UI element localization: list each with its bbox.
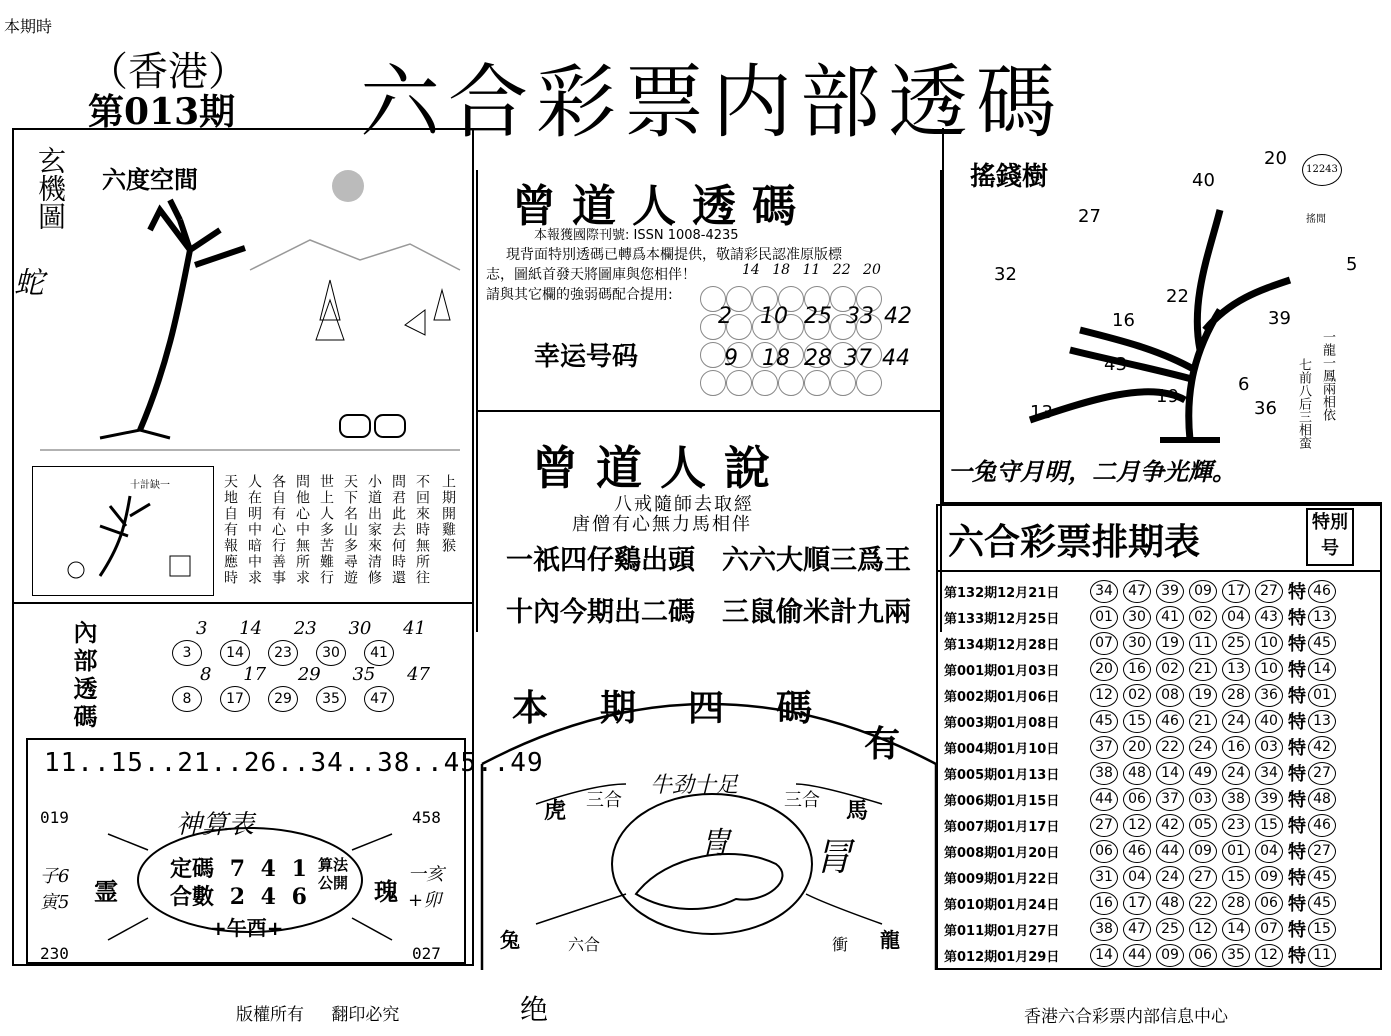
issn-line: 本報獲國際刊號: ISSN 1008-4235 [534, 228, 739, 243]
number-ball: 19 [1189, 684, 1217, 707]
table-row [944, 630, 1341, 656]
number-ball: 08 [1156, 684, 1184, 707]
inner-code-hand: 35 [352, 664, 376, 685]
notice-line-1: 現背面特別透碼已轉爲本欄提供，敬請彩民認准原版標 [506, 247, 842, 263]
inner-code-hand: 30 [348, 618, 372, 639]
special-label: 特 [1288, 660, 1306, 681]
special-label: 特 [1288, 712, 1306, 733]
tree-number: 13 [1030, 402, 1053, 423]
lucky-number: 10 [760, 304, 788, 329]
special-ball: 42 [1308, 736, 1336, 759]
schedule-title: 六合彩票排期表 [948, 521, 1201, 563]
side-handwriting: 蛇 [14, 266, 44, 301]
number-ball: 21 [1189, 710, 1217, 733]
number-ball: 01 [1222, 840, 1250, 863]
stamp-sub: 搖閒 [1306, 214, 1326, 225]
table-row [944, 760, 1341, 786]
number-ball: 06 [1123, 788, 1151, 811]
number-ball: 20 [1090, 658, 1118, 681]
sanhe-right: 三合 [784, 790, 820, 811]
special-label: 特 [1288, 920, 1306, 941]
poem-column: 天地自有報應時 [222, 474, 238, 586]
issue-date: 第009期01月22日 [944, 871, 1060, 887]
inner-code-ball: 30 [316, 640, 346, 666]
special-label: 特 [1288, 764, 1306, 785]
notice-line-3: 請與其它欄的強弱碼配合提用: [486, 287, 673, 303]
number-ball: 48 [1156, 892, 1184, 915]
number-ball: 14 [1156, 762, 1184, 785]
chong-label: 衝 [832, 935, 849, 954]
number-ball: 10 [1255, 632, 1283, 655]
number-ball: 17 [1123, 892, 1151, 915]
saying-title: 曾道人說 [532, 441, 788, 495]
inner-code-hand: 29 [297, 664, 321, 685]
inner-code-ball: 35 [316, 686, 346, 712]
number-ball: 34 [1255, 762, 1283, 785]
lucky-number: 2 [718, 304, 732, 329]
four-code-title: 本期四碼 [512, 687, 865, 729]
number-ball: 12 [1255, 944, 1283, 967]
table-row [944, 708, 1341, 734]
tree-number: 43 [1104, 354, 1127, 375]
number-ball: 47 [1123, 918, 1151, 941]
special-ball: 27 [1308, 840, 1336, 863]
number-ball: 19 [1156, 632, 1184, 655]
scene-title: 六度空間 [102, 165, 198, 194]
special-badge: 特別号 [1306, 508, 1354, 566]
tree-number: 19 [1156, 386, 1179, 407]
table-row [944, 578, 1341, 604]
number-ball: 30 [1123, 606, 1151, 629]
issue-date: 第001期01月03日 [944, 663, 1060, 679]
number-ball: 09 [1189, 580, 1217, 603]
hand-phrase: 牛劲十足 [650, 773, 739, 798]
number-ball: 39 [1255, 788, 1283, 811]
special-label: 特 [1288, 816, 1306, 837]
shensuan-corner-br: 027 [412, 944, 441, 963]
number-ball: 49 [1189, 762, 1217, 785]
number-ball: 10 [1255, 658, 1283, 681]
footer-center-char: 绝 [520, 993, 549, 1026]
number-ball: 24 [1156, 866, 1184, 889]
special-label: 特 [1288, 790, 1306, 811]
number-ball: 37 [1090, 736, 1118, 759]
tree-number: 6 [1238, 374, 1250, 395]
schedule-divider [936, 570, 1382, 572]
inner-code-hand: 3 [196, 618, 208, 639]
number-ball: 44 [1123, 944, 1151, 967]
zodiac-rabbit: 兔 [500, 928, 520, 952]
poem-column: 人在明中暗中求 [246, 474, 262, 586]
special-ball: 48 [1308, 788, 1336, 811]
issue-date: 第010期01月24日 [944, 897, 1060, 913]
number-ball: 28 [1222, 684, 1250, 707]
lucky-number: 18 [762, 346, 790, 371]
special-ball: 11 [1308, 944, 1336, 967]
special-label: 特 [1288, 582, 1306, 603]
special-ball: 14 [1308, 658, 1336, 681]
number-ball: 15 [1222, 866, 1250, 889]
shensuan-corner-tl: 019 [40, 808, 69, 827]
lucky-number: 37 [844, 346, 872, 371]
special-ball: 01 [1308, 684, 1336, 707]
special-label: 特 [1288, 946, 1306, 967]
table-row [944, 916, 1341, 942]
inset-caption: 十計缺一 [130, 480, 170, 491]
number-ball: 37 [1156, 788, 1184, 811]
lucky-number: 25 [804, 304, 832, 329]
left-panel-divider-top [12, 602, 474, 604]
number-ball: 06 [1090, 840, 1118, 863]
number-ball: 30 [1123, 632, 1151, 655]
dingma-values: 7 4 1 [229, 856, 311, 882]
special-label: 特 [1288, 894, 1306, 915]
number-ball: 40 [1255, 710, 1283, 733]
hand-mid: 冑 [700, 826, 730, 861]
poem-column: 世上人多苦難行 [318, 474, 334, 586]
number-ball: 02 [1123, 684, 1151, 707]
saying-line-1: 八戒隨師去取經 [614, 494, 754, 515]
special-ball: 46 [1308, 580, 1336, 603]
number-ball: 02 [1156, 658, 1184, 681]
inner-code-row2 [172, 686, 399, 712]
number-ball: 23 [1222, 814, 1250, 837]
number-ball: 09 [1189, 840, 1217, 863]
tree-number: 40 [1192, 170, 1215, 191]
tree-stamp [1302, 154, 1342, 186]
number-ball: 24 [1222, 762, 1250, 785]
issue-date: 第011期01月27日 [944, 923, 1060, 939]
number-ball: 20 [1123, 736, 1151, 759]
heshu-values: 2 4 6 [229, 884, 311, 910]
shensuan-top-numbers: 11..15..21..26..34..38..45..49 [44, 748, 544, 778]
number-ball: 01 [1090, 606, 1118, 629]
number-ball: 41 [1156, 606, 1184, 629]
special-ball: 46 [1308, 814, 1336, 837]
number-ball: 36 [1255, 684, 1283, 707]
issue-date: 第003期01月08日 [944, 715, 1060, 731]
table-row [944, 604, 1341, 630]
tree-number: 27 [1078, 206, 1101, 227]
footer-org: 香港六合彩票内部信息中心 [1024, 1007, 1228, 1027]
dingma-line [170, 852, 311, 883]
issue-prefix: 第 [88, 91, 125, 133]
issue-date: 第008期01月20日 [944, 845, 1060, 861]
table-row [944, 682, 1341, 708]
number-ball: 42 [1156, 814, 1184, 837]
issue-date: 第005期01月13日 [944, 767, 1060, 783]
inner-code-hand: 41 [403, 618, 427, 639]
center-top-bottom-rule [478, 410, 940, 412]
inner-code-label: 內部透碼 [69, 620, 98, 732]
money-tree-title: 搖錢樹 [970, 162, 1049, 192]
algorithm-label: 算法公開 [318, 856, 349, 892]
four-code-right-char: 有 [864, 723, 901, 765]
number-ball: 44 [1090, 788, 1118, 811]
inner-code-hand: 14 [239, 618, 263, 639]
number-ball: 03 [1189, 788, 1217, 811]
number-ball: 06 [1255, 892, 1283, 915]
number-ball: 46 [1156, 710, 1184, 733]
notice-line-2: 志，圖紙首發天將圖庫與您相伴！ [486, 267, 696, 283]
special-ball: 45 [1308, 892, 1336, 915]
number-ball: 31 [1090, 866, 1118, 889]
zodiac-tiger: 虎 [544, 798, 567, 824]
special-label: 特 [1288, 686, 1306, 707]
special-ball: 45 [1308, 632, 1336, 655]
special-label: 特 [1288, 634, 1306, 655]
number-ball: 14 [1222, 918, 1250, 941]
shensuan-corner-bl: 230 [40, 944, 69, 963]
number-ball: 44 [1156, 840, 1184, 863]
tree-number: 5 [1346, 254, 1358, 275]
issue-date: 第133期12月25日 [944, 611, 1060, 627]
tree-scene-illustration [30, 160, 470, 460]
number-ball: 04 [1222, 606, 1250, 629]
number-ball: 05 [1189, 814, 1217, 837]
issue-date: 第132期12月21日 [944, 585, 1060, 601]
number-ball: 09 [1156, 944, 1184, 967]
number-ball: 25 [1156, 918, 1184, 941]
number-ball: 35 [1222, 944, 1250, 967]
inner-code-hand: 8 [200, 664, 212, 685]
number-ball: 38 [1222, 788, 1250, 811]
special-ball: 13 [1308, 710, 1336, 733]
tree-number: 39 [1268, 308, 1291, 329]
number-ball: 15 [1123, 710, 1151, 733]
special-ball: 45 [1308, 866, 1336, 889]
number-ball: 27 [1090, 814, 1118, 837]
number-ball: 15 [1255, 814, 1283, 837]
issue-date: 第006期01月15日 [944, 793, 1060, 809]
tree-number: 16 [1112, 310, 1135, 331]
special-label: 特 [1288, 738, 1306, 759]
table-row [944, 838, 1341, 864]
number-ball: 47 [1123, 580, 1151, 603]
poem-column: 小道出家來清修 [366, 474, 382, 586]
number-ball: 25 [1222, 632, 1250, 655]
zodiac-horse: 馬 [846, 798, 869, 824]
number-ball: 22 [1156, 736, 1184, 759]
number-ball: 12 [1090, 684, 1118, 707]
left-handwriting: 子6 寅5 [40, 866, 70, 913]
saying-line-3a: 一祇四仔鷄出頭 [506, 545, 695, 576]
special-label: 特 [1288, 842, 1306, 863]
issue-number: 013 [124, 91, 200, 133]
number-ball: 12 [1189, 918, 1217, 941]
dingma-label: 定碼 [170, 856, 215, 882]
table-row [944, 734, 1341, 760]
lucky-number: 28 [804, 346, 832, 371]
wuyou-line: +午酉+ [210, 916, 284, 940]
number-ball: 34 [1090, 580, 1118, 603]
inner-code-hand: 17 [243, 664, 267, 685]
number-ball: 14 [1090, 944, 1118, 967]
number-ball: 09 [1255, 866, 1283, 889]
saying-line-4b: 三鼠偷米計九兩 [722, 597, 911, 628]
number-ball: 17 [1222, 580, 1250, 603]
special-label: 特 [1288, 608, 1306, 629]
special-ball: 13 [1308, 606, 1336, 629]
number-ball: 16 [1123, 658, 1151, 681]
hand-right: 冐 [814, 835, 853, 879]
number-ball: 24 [1189, 736, 1217, 759]
inner-code-ball: 3 [172, 640, 202, 666]
shensuan-title: 神算表 [176, 810, 255, 840]
table-row [944, 864, 1341, 890]
number-ball: 45 [1090, 710, 1118, 733]
number-ball: 38 [1090, 762, 1118, 785]
number-ball: 03 [1255, 736, 1283, 759]
inner-code-ball: 41 [364, 640, 394, 666]
top-handwriting: 14 18 11 22 20 [742, 262, 881, 278]
issue-suffix: 期 [199, 91, 236, 133]
number-ball: 27 [1255, 580, 1283, 603]
number-ball: 06 [1189, 944, 1217, 967]
poem-lead: 上期開雞猴 [440, 474, 456, 554]
number-ball: 02 [1189, 606, 1217, 629]
number-ball: 07 [1255, 918, 1283, 941]
number-ball: 16 [1222, 736, 1250, 759]
number-ball: 12 [1123, 814, 1151, 837]
lucky-number: 44 [882, 346, 910, 371]
number-ball: 28 [1222, 892, 1250, 915]
poem-column: 天下名山多尋遊 [342, 474, 358, 586]
region-label: （香港） [88, 49, 248, 95]
issue-date: 第134期12月28日 [944, 637, 1060, 653]
inner-code-ball: 47 [364, 686, 394, 712]
inner-code-hand-row1 [196, 618, 426, 639]
stamp-number: 12243 [1306, 164, 1338, 175]
number-ball: 13 [1222, 658, 1250, 681]
lucky-number: 33 [846, 304, 874, 329]
number-ball: 16 [1090, 892, 1118, 915]
lucky-label: 幸运号码 [534, 342, 639, 372]
issue-date: 第002期01月06日 [944, 689, 1060, 705]
tree-side-poem-a: 一龍一鳳兩相依 [1320, 330, 1335, 421]
heshu-label: 合數 [170, 884, 215, 910]
inner-code-ball: 17 [220, 686, 250, 712]
poem-column: 問君此去何時還 [390, 474, 406, 586]
corner-note: 本期時 [4, 17, 53, 36]
number-ball: 27 [1189, 866, 1217, 889]
inner-code-row1 [172, 640, 399, 666]
table-row [944, 942, 1341, 968]
tree-side-poem-b: 七前八后三相蛮 [1296, 358, 1311, 449]
footer-copyright [236, 1000, 399, 1025]
liuhe-label: 六合 [568, 935, 601, 954]
poem-column: 不回來時無所往 [414, 474, 430, 586]
number-ball: 48 [1123, 762, 1151, 785]
schedule-table [940, 578, 1376, 970]
number-ball: 21 [1189, 658, 1217, 681]
inner-code-ball: 8 [172, 686, 202, 712]
inset-tree-illustration [40, 486, 210, 590]
number-ball: 43 [1255, 606, 1283, 629]
main-title: 六合彩票内部透碼 [360, 56, 1064, 149]
table-row [944, 812, 1341, 838]
sanhe-left: 三合 [586, 790, 622, 811]
shensuan-corner-tr: 458 [412, 808, 441, 827]
poem-area [216, 470, 466, 600]
right-handwriting: 一亥 +卯 [408, 864, 444, 911]
special-ball: 15 [1308, 918, 1336, 941]
number-ball: 04 [1123, 866, 1151, 889]
left-char: 霊 [94, 877, 118, 906]
right-char: 瑰 [374, 877, 398, 906]
inner-code-ball: 29 [268, 686, 298, 712]
no-copy-text: 翻印必究 [331, 1005, 400, 1025]
issue-date: 第012期01月29日 [944, 949, 1060, 965]
saying-line-4a: 十內今期出二碼 [506, 597, 695, 628]
tree-number: 36 [1254, 398, 1277, 419]
center-top-title: 曾道人透碼 [512, 181, 812, 232]
special-ball: 27 [1308, 762, 1336, 785]
lucky-number: 9 [724, 346, 738, 371]
table-row [944, 656, 1341, 682]
inner-code-hand: 23 [293, 618, 317, 639]
tree-number: 22 [1166, 286, 1189, 307]
number-ball: 24 [1222, 710, 1250, 733]
number-ball: 46 [1123, 840, 1151, 863]
poem-column: 各自有心行善事 [270, 474, 286, 586]
zodiac-dragon: 龍 [880, 928, 900, 952]
issue-date: 第004期01月10日 [944, 741, 1060, 757]
saying-line-2: 唐僧有心無力馬相伴 [572, 514, 752, 535]
table-row [944, 890, 1341, 916]
tree-number: 20 [1264, 148, 1287, 169]
table-row [944, 786, 1341, 812]
inner-code-hand: 47 [407, 664, 431, 685]
copyright-text: 版權所有 [236, 1005, 304, 1025]
inner-code-ball: 14 [220, 640, 250, 666]
lucky-grid [692, 286, 912, 396]
number-ball: 11 [1189, 632, 1217, 655]
number-ball: 04 [1255, 840, 1283, 863]
vertical-label: 玄機圖 [34, 146, 67, 230]
number-ball: 22 [1189, 892, 1217, 915]
number-ball: 38 [1090, 918, 1118, 941]
inner-code-hand-row2 [200, 664, 430, 685]
tree-footer-handwriting: 一兔守月明，二月争光輝。 [948, 457, 1236, 486]
number-ball: 39 [1156, 580, 1184, 603]
number-ball: 07 [1090, 632, 1118, 655]
issue-date: 第007期01月17日 [944, 819, 1060, 835]
inner-code-ball: 23 [268, 640, 298, 666]
poem-column: 問他心中無所求 [294, 474, 310, 586]
special-label: 特 [1288, 868, 1306, 889]
lucky-number: 42 [884, 304, 912, 329]
tree-number: 32 [994, 264, 1017, 285]
saying-line-3b: 六六大順三爲王 [722, 545, 911, 576]
heshu-line [170, 880, 311, 911]
